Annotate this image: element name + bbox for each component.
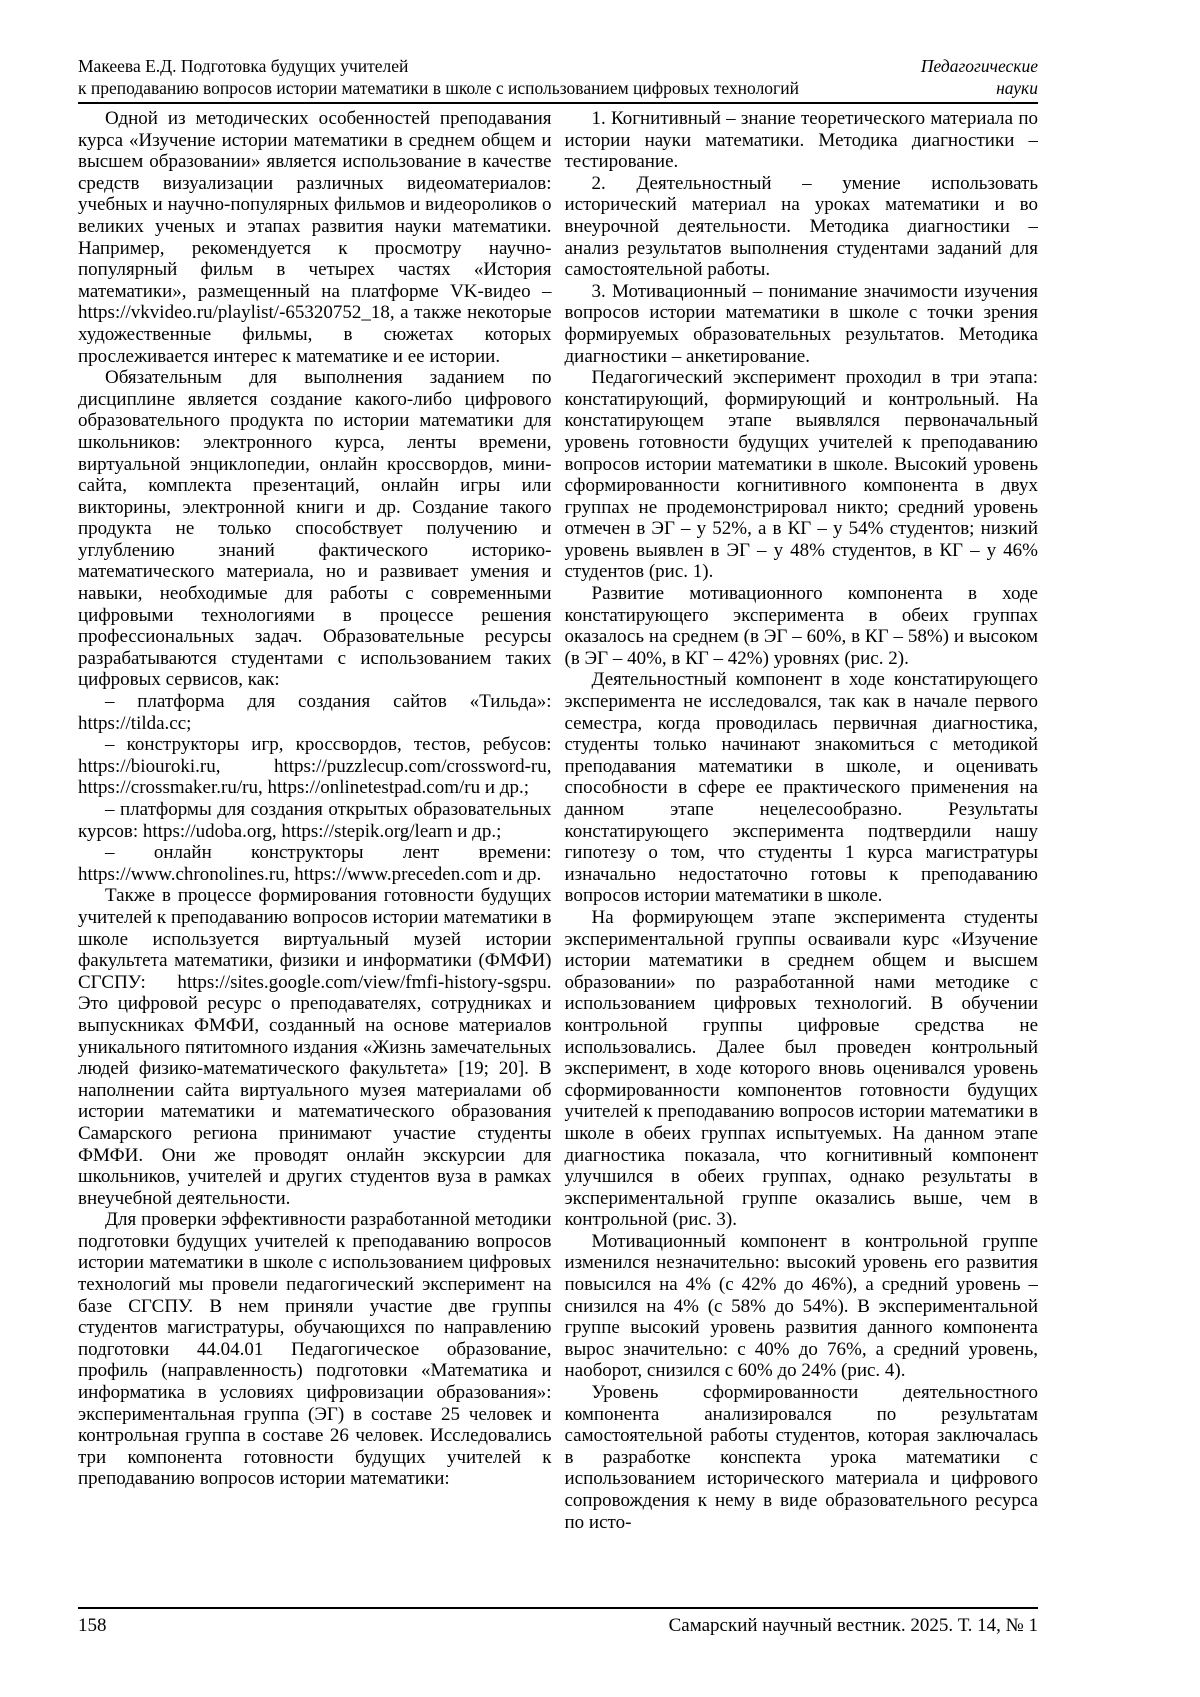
running-head-title-line1: Макеева Е.Д. Подготовка будущих учителей bbox=[78, 56, 409, 76]
running-head-section bbox=[921, 56, 1038, 99]
paragraph: – платформа для создания сайтов «Тильда»: https://tilda.cc; bbox=[78, 691, 552, 734]
running-head-section-line2: науки bbox=[996, 77, 1038, 98]
paragraph: Для проверки эффективности разработанной методики подготовки будущих учителей к преподаванию вопросов истории математики в школе с использованием цифровых технологий мы провели педагогический эксперимент на базе СГСПУ. В нем приняли участие две группы студентов магистратуры, обучающихся по направлению подготовки 44.04.01 Педагогическое образование, профиль (направленность) подготовки «Математика и информатика в условиях цифровизации образования»: экспериментальная группа (ЭГ) в составе 25 человек и контрольная группа в составе 26 человек. Исследовались три компонента готовности будущих учителей к преподаванию вопросов истории математики: bbox=[78, 1209, 552, 1490]
paragraph: Развитие мотивационного компонента в ходе констатирующего эксперимента в обеих группах оказалось на среднем (в ЭГ – 60%, в КГ – 58%) и высоком (в ЭГ – 40%, в КГ – 42%) уровнях (рис. 2). bbox=[564, 583, 1038, 669]
paragraph: – конструкторы игр, кроссвордов, тестов, ребусов: https://biouroki.ru, https://puzzlecup.com/crossword-ru, https://crossmaker.ru/ru, https://onlinetestpad.com/ru и др.; bbox=[78, 734, 552, 799]
paragraph: 3. Мотивационный – понимание значимости изучения вопросов истории математики в школе с точки зрения формируемых образовательных результатов. Методика диагностики – анкетирование. bbox=[564, 280, 1038, 367]
running-head-section-line1: Педагогические bbox=[920, 56, 1038, 76]
paragraph: На формирующем этапе эксперимента студенты экспериментальной группы осваивали курс «Изучение истории математики в среднем общем и высшем образовании» по разработанной нами методике с использованием цифровых технологий. В обучении контрольной группы цифровые средства не использовались. Далее был проведен контрольный эксперимент, в ходе которого вновь оценивался уровень сформированности компонентов готовности будущих учителей к преподаванию вопросов истории математики в школе в обеих группах испытуемых. На данном этапе диагностика показала, что когнитивный компонент улучшился в обеих группах, однако результаты в экспериментальной группе оказались выше, чем в контрольной (рис. 3). bbox=[564, 906, 1038, 1231]
paragraph: Уровень сформированности деятельностного компонента анализировался по результатам самостоятельной работы студентов, которая заключалась в разработке конспекта урока математики с использованием исторического материала и цифрового сопровождения к нему в виде образовательного ресурса по исто- bbox=[564, 1382, 1038, 1533]
running-head-title-line2: к преподаванию вопросов истории математики в школе с использованием цифровых технологий bbox=[78, 77, 799, 98]
page-number: 158 bbox=[78, 1615, 107, 1636]
running-head bbox=[78, 56, 1038, 104]
paragraph: – платформы для создания открытых образовательных курсов: https://udoba.org, https://stepik.org/learn и др.; bbox=[78, 799, 552, 842]
running-head-title bbox=[78, 56, 799, 99]
article-body bbox=[78, 104, 1038, 1609]
paragraph: Мотивационный компонент в контрольной группе изменился незначительно: высокий уровень его развития повысился на 4% (с 42% до 46%), а средний уровень – снизился на 4% (с 58% до 54%). В экспериментальной группе высокий уровень развития данного компонента вырос значительно: с 40% до 76%, а средний уровень, наоборот, снизился с 60% до 24% (рис. 4). bbox=[564, 1230, 1038, 1382]
column-right bbox=[565, 108, 1039, 1607]
paragraph: 1. Когнитивный – знание теоретического материала по истории науки математики. Методика диагностики – тестирование. bbox=[564, 108, 1038, 173]
paragraph: Педагогический эксперимент проходил в три этапа: констатирующий, формирующий и контрольный. На констатирующем этапе выявлялся первоначальный уровень готовности будущих учителей к преподаванию вопросов истории математики в школе. Высокий уровень сформированности когнитивного компонента в двух группах не продемонстрировал никто; средний уровень отмечен в ЭГ – у 52%, а в КГ – у 54% студентов; низкий уровень выявлен в ЭГ – у 48% студентов, в КГ – у 46% студентов (рис. 1). bbox=[564, 367, 1038, 583]
paragraph: Одной из методических особенностей преподавания курса «Изучение истории математики в среднем общем и высшем образовании» является использование в качестве средств визуализации различных видеоматериалов: учебных и научно-популярных фильмов и видеороликов о великих ученых и этапах развития науки математики. Например, рекомендуется к просмотру научно-популярный фильм в четырех частях «История математики», размещенный на платформе VK-видео – https://vkvideo.ru/playlist/-65320752_18, а также некоторые художественные фильмы, в сюжетах которых прослеживается интерес к математике и ее истории. bbox=[78, 108, 552, 367]
column-left bbox=[78, 108, 552, 1607]
paragraph: – онлайн конструкторы лент времени: https://www.chronolines.ru, https://www.preceden.com и др. bbox=[78, 842, 552, 885]
page-footer bbox=[78, 1609, 1038, 1638]
paragraph: Деятельностный компонент в ходе констатирующего эксперимента не исследовался, так как в начале первого семестра, когда проводилась первичная диагностика, студенты только начинают знакомиться с методикой преподавания математики в школе, и оценивать способности в сфере ее практического применения на данном этапе нецелесообразно. Результаты констатирующего эксперимента подтвердили нашу гипотезу о том, что студенты 1 курса магистратуры изначально недостаточно готовы к преподаванию вопросов истории математики в школе. bbox=[564, 669, 1038, 907]
paragraph: 2. Деятельностный – умение использовать исторический материал на уроках математики и во внеурочной деятельности. Методика диагностики – анализ результатов выполнения студентами заданий для самостоятельной работы. bbox=[564, 172, 1038, 281]
journal-reference: Самарский научный вестник. 2025. Т. 14, № 1 bbox=[668, 1615, 1038, 1636]
paragraph: Также в процессе формирования готовности будущих учителей к преподаванию вопросов истории математики в школе используется виртуальный музей истории факультета математики, физики и информатики (ФМФИ) СГСПУ: https://sites.google.com/view/fmfi-history-sgspu. Это цифровой ресурс о преподавателях, сотрудниках и выпускниках ФМФИ, созданный на основе материалов уникального пятитомного издания «Жизнь замечательных людей физико-математического факультета» [19; 20]. В наполнении сайта виртуального музея материалами об истории математики и математического образования Самарского региона принимают участие студенты ФМФИ. Они же проводят онлайн экскурсии для школьников, учителей и других студентов вуза в рамках внеучебной деятельности. bbox=[78, 885, 552, 1209]
paragraph: Обязательным для выполнения заданием по дисциплине является создание какого-либо цифрового образовательного продукта по истории математики для школьников: электронного курса, ленты времени, виртуальной энциклопедии, онлайн кроссвордов, мини-сайта, комплекта презентаций, онлайн игры или викторины, электронной книги и др. Создание такого продукта не только способствует получению и углублению знаний фактического историко-математического материала, но и развивает умения и навыки, необходимые для работы с современными цифровыми технологиями в процессе решения профессиональных задач. Образовательные ресурсы разрабатываются студентами с использованием таких цифровых сервисов, как: bbox=[78, 367, 552, 691]
